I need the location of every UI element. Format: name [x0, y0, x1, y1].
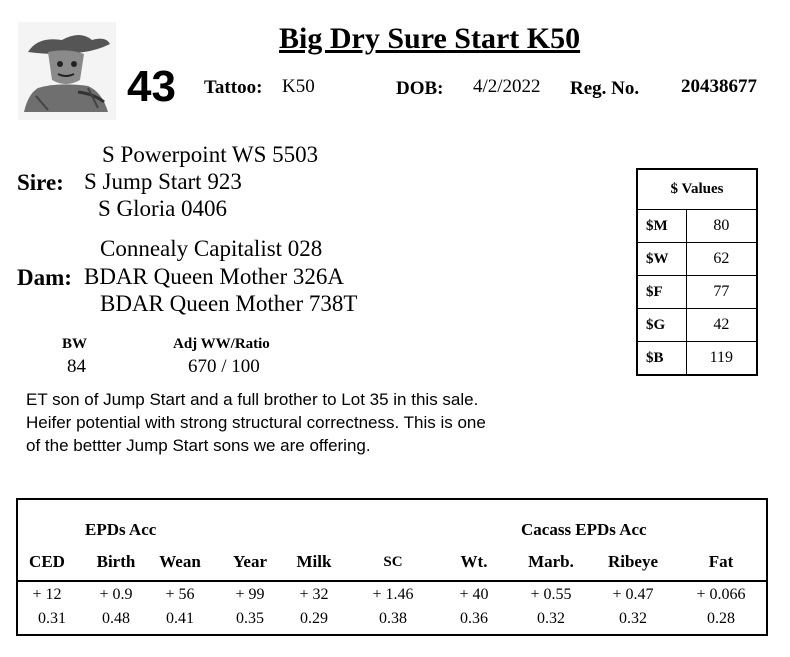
dam-name: BDAR Queen Mother 326A: [84, 264, 344, 289]
acc-value: 0.31: [38, 610, 66, 627]
value-number: 62: [686, 243, 757, 276]
dollar-values-table: [636, 168, 758, 376]
column-header: Milk: [296, 552, 332, 571]
ww-value: 670 / 100: [188, 356, 260, 377]
epd-value: + 99: [235, 586, 265, 603]
table-row: [637, 210, 757, 243]
epd-group-label: EPDs Acc: [85, 520, 157, 539]
acc-value: 0.38: [379, 610, 407, 627]
sire-sire: S Powerpoint WS 5503: [102, 142, 319, 167]
tattoo-value: K50: [282, 76, 315, 97]
value-label: $W: [637, 243, 686, 276]
acc-value: 0.48: [102, 610, 130, 627]
epd-table: [16, 498, 768, 636]
epd-value: + 1.46: [372, 586, 414, 603]
value-label: $M: [637, 210, 686, 243]
epd-value: + 0.066: [696, 586, 746, 603]
acc-value: 0.35: [236, 610, 264, 627]
lot-number: 43: [127, 62, 176, 111]
dam-label: Dam:: [17, 265, 72, 290]
acc-value: 0.41: [166, 610, 194, 627]
table-row: [637, 342, 757, 376]
epd-value: + 0.55: [530, 586, 572, 603]
value-label: $F: [637, 276, 686, 309]
sire-name: S Jump Start 923: [84, 169, 242, 194]
bw-value: 84: [67, 356, 86, 377]
value-number: 119: [686, 342, 757, 376]
acc-value: 0.32: [619, 610, 647, 627]
epd-value: + 32: [299, 586, 329, 603]
dob-value: 4/2/2022: [473, 76, 541, 97]
column-header: Wt.: [460, 552, 488, 571]
value-label: $G: [637, 309, 686, 342]
reg-label: Reg. No.: [570, 78, 640, 99]
column-header: Fat: [708, 552, 734, 571]
table-row: [637, 309, 757, 342]
tattoo-label: Tattoo:: [204, 77, 263, 98]
column-header: CED: [29, 552, 65, 571]
page-title: Big Dry Sure Start K50: [279, 22, 581, 55]
dam-sire: Connealy Capitalist 028: [100, 236, 323, 261]
column-header: Marb.: [528, 552, 574, 571]
description: ET son of Jump Start and a full brother to Lot 35 in this sale. Heifer potential with strong structural correctness. This is one of the bettter Jump Start sons we are offering.: [26, 390, 486, 455]
acc-value: 0.32: [537, 610, 565, 627]
header-divider: [18, 580, 766, 582]
dob-label: DOB:: [396, 78, 444, 99]
value-number: 42: [686, 309, 757, 342]
epd-value: + 56: [165, 586, 195, 603]
table-row: [637, 276, 757, 309]
cowboy-logo: [18, 22, 116, 120]
column-header: Ribeye: [607, 552, 659, 571]
column-header: Year: [233, 552, 267, 571]
table-row: [637, 243, 757, 276]
epd-value: + 40: [459, 586, 489, 603]
column-header: Birth: [96, 552, 136, 571]
carcass-group-label: Cacass EPDs Acc: [521, 520, 647, 539]
column-header: Wean: [159, 552, 201, 571]
acc-value: 0.29: [300, 610, 328, 627]
bw-label: BW: [62, 336, 88, 352]
sire-label: Sire:: [17, 170, 64, 195]
acc-value: 0.36: [460, 610, 488, 627]
dollar-values-title: $ Values: [637, 169, 757, 210]
sire-dam: S Gloria 0406: [98, 196, 228, 221]
column-header: SC: [383, 554, 403, 570]
epd-value: + 0.47: [612, 586, 654, 603]
acc-value: 0.28: [707, 610, 735, 627]
epd-value: + 12: [32, 586, 62, 603]
reg-value: 20438677: [681, 76, 757, 97]
value-number: 77: [686, 276, 757, 309]
dam-dam: BDAR Queen Mother 738T: [100, 291, 358, 316]
epd-value: + 0.9: [99, 586, 133, 603]
ww-label: Adj WW/Ratio: [173, 336, 270, 352]
value-label: $B: [637, 342, 686, 376]
value-number: 80: [686, 210, 757, 243]
